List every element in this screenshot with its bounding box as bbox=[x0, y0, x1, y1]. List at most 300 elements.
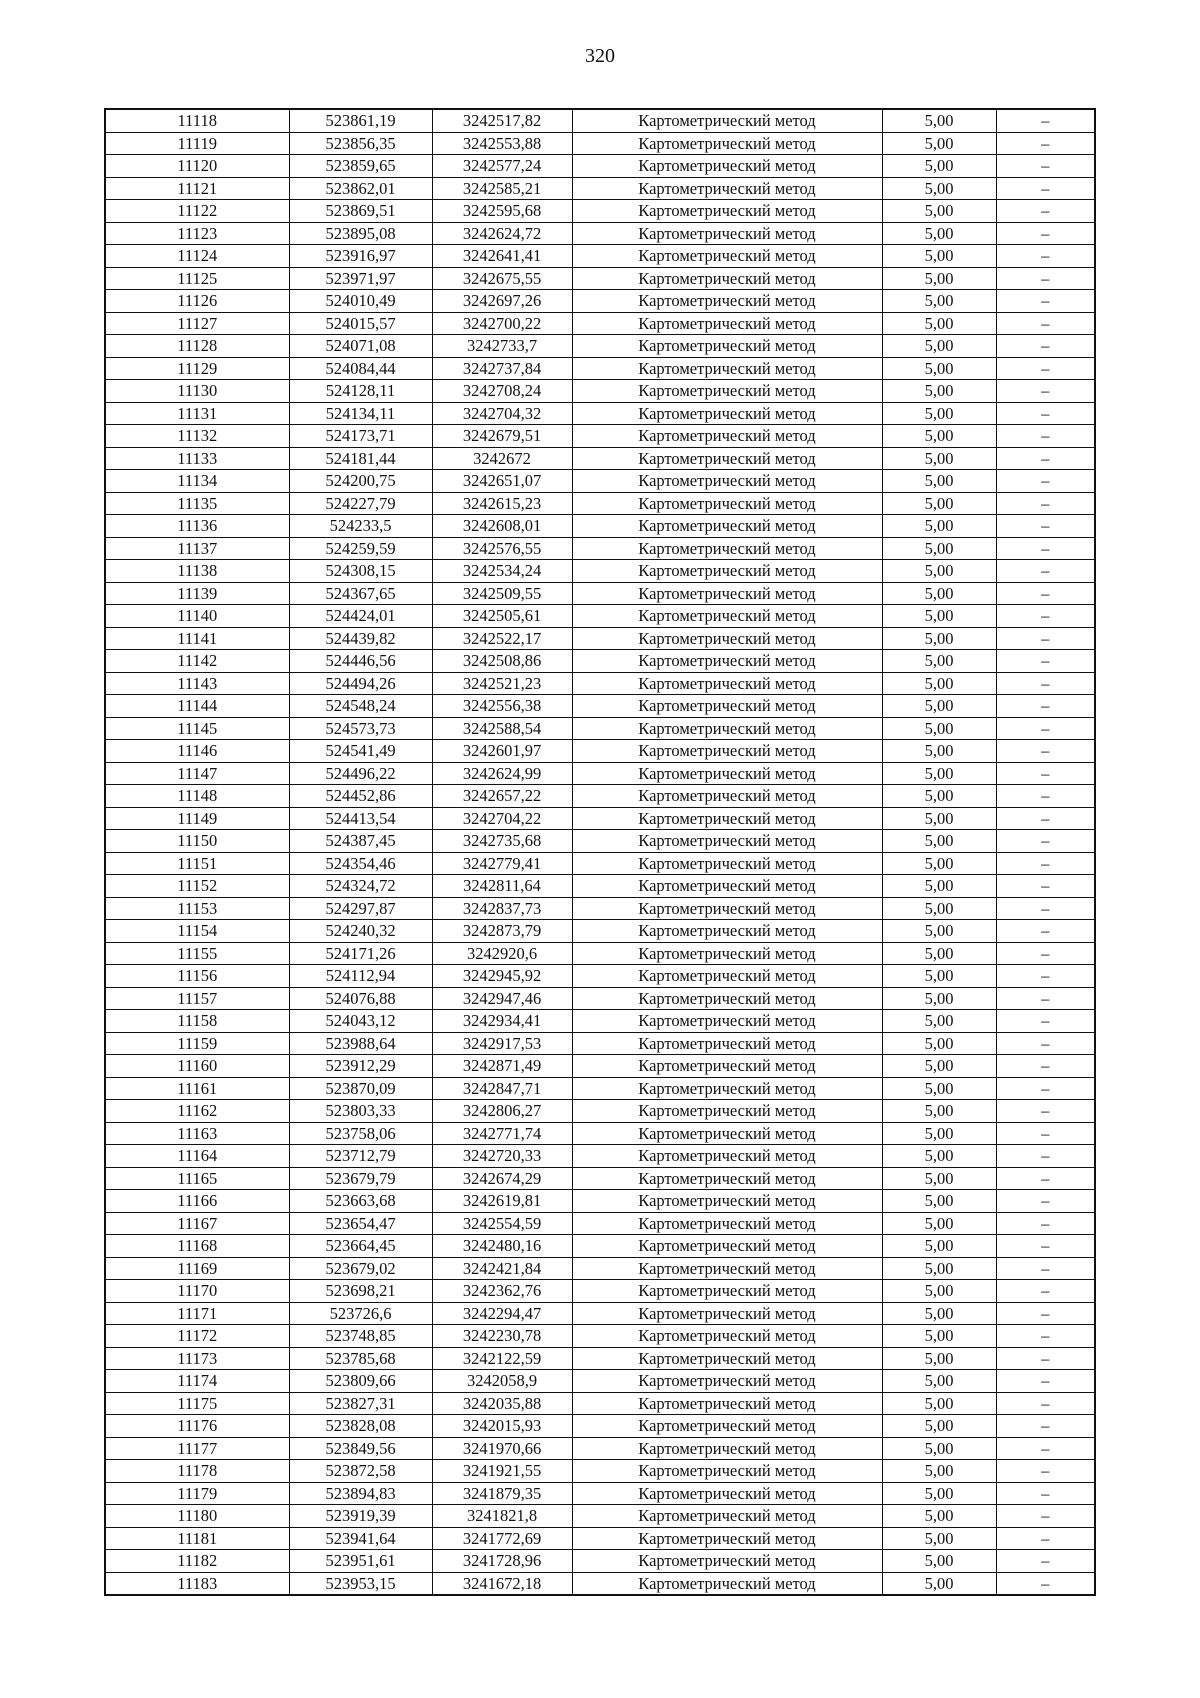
coordinates-table-body bbox=[105, 109, 1095, 1595]
method-cell: Картометрический метод bbox=[572, 1325, 882, 1348]
y-coordinate-cell: 3242230,78 bbox=[432, 1325, 572, 1348]
table-row bbox=[105, 267, 1095, 290]
note-cell: – bbox=[996, 717, 1095, 740]
point-number-cell: 11173 bbox=[105, 1347, 289, 1370]
accuracy-cell: 5,00 bbox=[882, 582, 996, 605]
table-row bbox=[105, 312, 1095, 335]
y-coordinate-cell: 3242522,17 bbox=[432, 627, 572, 650]
x-coordinate-cell: 524308,15 bbox=[289, 560, 432, 583]
table-row bbox=[105, 852, 1095, 875]
y-coordinate-cell: 3242517,82 bbox=[432, 109, 572, 132]
method-cell: Картометрический метод bbox=[572, 1167, 882, 1190]
point-number-cell: 11118 bbox=[105, 109, 289, 132]
note-cell: – bbox=[996, 762, 1095, 785]
point-number-cell: 11140 bbox=[105, 605, 289, 628]
method-cell: Картометрический метод bbox=[572, 1415, 882, 1438]
y-coordinate-cell: 3242704,22 bbox=[432, 807, 572, 830]
method-cell: Картометрический метод bbox=[572, 717, 882, 740]
method-cell: Картометрический метод bbox=[572, 492, 882, 515]
point-number-cell: 11144 bbox=[105, 695, 289, 718]
note-cell: – bbox=[996, 290, 1095, 313]
note-cell: – bbox=[996, 357, 1095, 380]
note-cell: – bbox=[996, 605, 1095, 628]
y-coordinate-cell: 3242624,99 bbox=[432, 762, 572, 785]
table-row bbox=[105, 109, 1095, 132]
method-cell: Картометрический метод bbox=[572, 852, 882, 875]
table-row bbox=[105, 492, 1095, 515]
accuracy-cell: 5,00 bbox=[882, 1212, 996, 1235]
point-number-cell: 11121 bbox=[105, 177, 289, 200]
note-cell: – bbox=[996, 470, 1095, 493]
y-coordinate-cell: 3242421,84 bbox=[432, 1257, 572, 1280]
note-cell: – bbox=[996, 267, 1095, 290]
method-cell: Картометрический метод bbox=[572, 1280, 882, 1303]
accuracy-cell: 5,00 bbox=[882, 335, 996, 358]
x-coordinate-cell: 524424,01 bbox=[289, 605, 432, 628]
note-cell: – bbox=[996, 1527, 1095, 1550]
point-number-cell: 11131 bbox=[105, 402, 289, 425]
method-cell: Картометрический метод bbox=[572, 1077, 882, 1100]
accuracy-cell: 5,00 bbox=[882, 1460, 996, 1483]
point-number-cell: 11158 bbox=[105, 1010, 289, 1033]
x-coordinate-cell: 523679,79 bbox=[289, 1167, 432, 1190]
point-number-cell: 11149 bbox=[105, 807, 289, 830]
table-row bbox=[105, 1415, 1095, 1438]
accuracy-cell: 5,00 bbox=[882, 1257, 996, 1280]
y-coordinate-cell: 3242708,24 bbox=[432, 380, 572, 403]
accuracy-cell: 5,00 bbox=[882, 762, 996, 785]
x-coordinate-cell: 523912,29 bbox=[289, 1055, 432, 1078]
table-row bbox=[105, 1392, 1095, 1415]
accuracy-cell: 5,00 bbox=[882, 942, 996, 965]
accuracy-cell: 5,00 bbox=[882, 1167, 996, 1190]
method-cell: Картометрический метод bbox=[572, 650, 882, 673]
note-cell: – bbox=[996, 1482, 1095, 1505]
x-coordinate-cell: 523712,79 bbox=[289, 1145, 432, 1168]
x-coordinate-cell: 524573,73 bbox=[289, 717, 432, 740]
point-number-cell: 11151 bbox=[105, 852, 289, 875]
note-cell: – bbox=[996, 515, 1095, 538]
x-coordinate-cell: 524010,49 bbox=[289, 290, 432, 313]
x-coordinate-cell: 523785,68 bbox=[289, 1347, 432, 1370]
table-row bbox=[105, 987, 1095, 1010]
y-coordinate-cell: 3242806,27 bbox=[432, 1100, 572, 1123]
point-number-cell: 11166 bbox=[105, 1190, 289, 1213]
point-number-cell: 11182 bbox=[105, 1550, 289, 1573]
note-cell: – bbox=[996, 672, 1095, 695]
accuracy-cell: 5,00 bbox=[882, 200, 996, 223]
method-cell: Картометрический метод bbox=[572, 672, 882, 695]
method-cell: Картометрический метод bbox=[572, 380, 882, 403]
note-cell: – bbox=[996, 1460, 1095, 1483]
point-number-cell: 11165 bbox=[105, 1167, 289, 1190]
method-cell: Картометрический метод bbox=[572, 155, 882, 178]
y-coordinate-cell: 3242735,68 bbox=[432, 830, 572, 853]
method-cell: Картометрический метод bbox=[572, 177, 882, 200]
accuracy-cell: 5,00 bbox=[882, 1280, 996, 1303]
point-number-cell: 11176 bbox=[105, 1415, 289, 1438]
accuracy-cell: 5,00 bbox=[882, 987, 996, 1010]
y-coordinate-cell: 3242871,49 bbox=[432, 1055, 572, 1078]
x-coordinate-cell: 524200,75 bbox=[289, 470, 432, 493]
accuracy-cell: 5,00 bbox=[882, 1302, 996, 1325]
method-cell: Картометрический метод bbox=[572, 1392, 882, 1415]
method-cell: Картометрический метод bbox=[572, 897, 882, 920]
note-cell: – bbox=[996, 1437, 1095, 1460]
y-coordinate-cell: 3242651,07 bbox=[432, 470, 572, 493]
method-cell: Картометрический метод bbox=[572, 1572, 882, 1595]
table-row bbox=[105, 357, 1095, 380]
x-coordinate-cell: 523803,33 bbox=[289, 1100, 432, 1123]
note-cell: – bbox=[996, 425, 1095, 448]
table-row bbox=[105, 830, 1095, 853]
y-coordinate-cell: 3242601,97 bbox=[432, 740, 572, 763]
accuracy-cell: 5,00 bbox=[882, 425, 996, 448]
method-cell: Картометрический метод bbox=[572, 875, 882, 898]
accuracy-cell: 5,00 bbox=[882, 155, 996, 178]
method-cell: Картометрический метод bbox=[572, 537, 882, 560]
x-coordinate-cell: 524043,12 bbox=[289, 1010, 432, 1033]
note-cell: – bbox=[996, 650, 1095, 673]
point-number-cell: 11154 bbox=[105, 920, 289, 943]
x-coordinate-cell: 523919,39 bbox=[289, 1505, 432, 1528]
x-coordinate-cell: 523988,64 bbox=[289, 1032, 432, 1055]
y-coordinate-cell: 3241970,66 bbox=[432, 1437, 572, 1460]
note-cell: – bbox=[996, 830, 1095, 853]
point-number-cell: 11146 bbox=[105, 740, 289, 763]
x-coordinate-cell: 523698,21 bbox=[289, 1280, 432, 1303]
y-coordinate-cell: 3242837,73 bbox=[432, 897, 572, 920]
x-coordinate-cell: 524134,11 bbox=[289, 402, 432, 425]
x-coordinate-cell: 524076,88 bbox=[289, 987, 432, 1010]
point-number-cell: 11172 bbox=[105, 1325, 289, 1348]
method-cell: Картометрический метод bbox=[572, 1550, 882, 1573]
x-coordinate-cell: 523861,19 bbox=[289, 109, 432, 132]
x-coordinate-cell: 523856,35 bbox=[289, 132, 432, 155]
note-cell: – bbox=[996, 1302, 1095, 1325]
point-number-cell: 11130 bbox=[105, 380, 289, 403]
point-number-cell: 11161 bbox=[105, 1077, 289, 1100]
note-cell: – bbox=[996, 897, 1095, 920]
x-coordinate-cell: 524367,65 bbox=[289, 582, 432, 605]
accuracy-cell: 5,00 bbox=[882, 447, 996, 470]
y-coordinate-cell: 3242480,16 bbox=[432, 1235, 572, 1258]
note-cell: – bbox=[996, 1257, 1095, 1280]
accuracy-cell: 5,00 bbox=[882, 560, 996, 583]
table-row bbox=[105, 897, 1095, 920]
note-cell: – bbox=[996, 965, 1095, 988]
note-cell: – bbox=[996, 1505, 1095, 1528]
x-coordinate-cell: 523870,09 bbox=[289, 1077, 432, 1100]
accuracy-cell: 5,00 bbox=[882, 312, 996, 335]
accuracy-cell: 5,00 bbox=[882, 1347, 996, 1370]
point-number-cell: 11164 bbox=[105, 1145, 289, 1168]
method-cell: Картометрический метод bbox=[572, 605, 882, 628]
y-coordinate-cell: 3242576,55 bbox=[432, 537, 572, 560]
table-row bbox=[105, 1572, 1095, 1595]
point-number-cell: 11157 bbox=[105, 987, 289, 1010]
method-cell: Картометрический метод bbox=[572, 785, 882, 808]
method-cell: Картометрический метод bbox=[572, 200, 882, 223]
y-coordinate-cell: 3242595,68 bbox=[432, 200, 572, 223]
method-cell: Картометрический метод bbox=[572, 627, 882, 650]
table-row bbox=[105, 1325, 1095, 1348]
method-cell: Картометрический метод bbox=[572, 1235, 882, 1258]
table-row bbox=[105, 1145, 1095, 1168]
x-coordinate-cell: 523862,01 bbox=[289, 177, 432, 200]
x-coordinate-cell: 523869,51 bbox=[289, 200, 432, 223]
accuracy-cell: 5,00 bbox=[882, 1415, 996, 1438]
method-cell: Картометрический метод bbox=[572, 1055, 882, 1078]
x-coordinate-cell: 523664,45 bbox=[289, 1235, 432, 1258]
x-coordinate-cell: 524548,24 bbox=[289, 695, 432, 718]
method-cell: Картометрический метод bbox=[572, 245, 882, 268]
point-number-cell: 11132 bbox=[105, 425, 289, 448]
y-coordinate-cell: 3242811,64 bbox=[432, 875, 572, 898]
method-cell: Картометрический метод bbox=[572, 1257, 882, 1280]
y-coordinate-cell: 3242657,22 bbox=[432, 785, 572, 808]
y-coordinate-cell: 3242675,55 bbox=[432, 267, 572, 290]
table-row bbox=[105, 582, 1095, 605]
x-coordinate-cell: 524171,26 bbox=[289, 942, 432, 965]
y-coordinate-cell: 3242577,24 bbox=[432, 155, 572, 178]
table-row bbox=[105, 672, 1095, 695]
point-number-cell: 11160 bbox=[105, 1055, 289, 1078]
note-cell: – bbox=[996, 1167, 1095, 1190]
method-cell: Картометрический метод bbox=[572, 1212, 882, 1235]
point-number-cell: 11167 bbox=[105, 1212, 289, 1235]
y-coordinate-cell: 3242873,79 bbox=[432, 920, 572, 943]
table-row bbox=[105, 245, 1095, 268]
point-number-cell: 11170 bbox=[105, 1280, 289, 1303]
method-cell: Картометрический метод bbox=[572, 447, 882, 470]
point-number-cell: 11128 bbox=[105, 335, 289, 358]
note-cell: – bbox=[996, 1122, 1095, 1145]
method-cell: Картометрический метод bbox=[572, 1122, 882, 1145]
note-cell: – bbox=[996, 312, 1095, 335]
table-row bbox=[105, 740, 1095, 763]
table-row bbox=[105, 1460, 1095, 1483]
x-coordinate-cell: 523748,85 bbox=[289, 1325, 432, 1348]
table-row bbox=[105, 290, 1095, 313]
point-number-cell: 11159 bbox=[105, 1032, 289, 1055]
accuracy-cell: 5,00 bbox=[882, 380, 996, 403]
method-cell: Картометрический метод bbox=[572, 1437, 882, 1460]
x-coordinate-cell: 524541,49 bbox=[289, 740, 432, 763]
note-cell: – bbox=[996, 1145, 1095, 1168]
y-coordinate-cell: 3242624,72 bbox=[432, 222, 572, 245]
note-cell: – bbox=[996, 1280, 1095, 1303]
table-row bbox=[105, 222, 1095, 245]
point-number-cell: 11174 bbox=[105, 1370, 289, 1393]
method-cell: Картометрический метод bbox=[572, 1505, 882, 1528]
point-number-cell: 11155 bbox=[105, 942, 289, 965]
note-cell: – bbox=[996, 447, 1095, 470]
note-cell: – bbox=[996, 1032, 1095, 1055]
y-coordinate-cell: 3242058,9 bbox=[432, 1370, 572, 1393]
accuracy-cell: 5,00 bbox=[882, 1550, 996, 1573]
accuracy-cell: 5,00 bbox=[882, 897, 996, 920]
table-row bbox=[105, 1550, 1095, 1573]
note-cell: – bbox=[996, 1572, 1095, 1595]
y-coordinate-cell: 3242641,41 bbox=[432, 245, 572, 268]
accuracy-cell: 5,00 bbox=[882, 852, 996, 875]
note-cell: – bbox=[996, 1370, 1095, 1393]
method-cell: Картометрический метод bbox=[572, 1460, 882, 1483]
table-row bbox=[105, 380, 1095, 403]
point-number-cell: 11175 bbox=[105, 1392, 289, 1415]
method-cell: Картометрический метод bbox=[572, 830, 882, 853]
table-row bbox=[105, 717, 1095, 740]
method-cell: Картометрический метод bbox=[572, 965, 882, 988]
accuracy-cell: 5,00 bbox=[882, 132, 996, 155]
table-row bbox=[105, 447, 1095, 470]
point-number-cell: 11139 bbox=[105, 582, 289, 605]
x-coordinate-cell: 523941,64 bbox=[289, 1527, 432, 1550]
method-cell: Картометрический метод bbox=[572, 312, 882, 335]
note-cell: – bbox=[996, 492, 1095, 515]
point-number-cell: 11141 bbox=[105, 627, 289, 650]
x-coordinate-cell: 523916,97 bbox=[289, 245, 432, 268]
x-coordinate-cell: 523809,66 bbox=[289, 1370, 432, 1393]
y-coordinate-cell: 3242553,88 bbox=[432, 132, 572, 155]
note-cell: – bbox=[996, 1415, 1095, 1438]
table-row bbox=[105, 515, 1095, 538]
y-coordinate-cell: 3242779,41 bbox=[432, 852, 572, 875]
method-cell: Картометрический метод bbox=[572, 920, 882, 943]
point-number-cell: 11142 bbox=[105, 650, 289, 673]
y-coordinate-cell: 3242588,54 bbox=[432, 717, 572, 740]
accuracy-cell: 5,00 bbox=[882, 695, 996, 718]
table-row bbox=[105, 1370, 1095, 1393]
x-coordinate-cell: 524452,86 bbox=[289, 785, 432, 808]
table-row bbox=[105, 1212, 1095, 1235]
accuracy-cell: 5,00 bbox=[882, 965, 996, 988]
method-cell: Картометрический метод bbox=[572, 222, 882, 245]
note-cell: – bbox=[996, 1550, 1095, 1573]
table-row bbox=[105, 650, 1095, 673]
note-cell: – bbox=[996, 1325, 1095, 1348]
accuracy-cell: 5,00 bbox=[882, 1010, 996, 1033]
x-coordinate-cell: 524112,94 bbox=[289, 965, 432, 988]
point-number-cell: 11163 bbox=[105, 1122, 289, 1145]
note-cell: – bbox=[996, 807, 1095, 830]
x-coordinate-cell: 524496,22 bbox=[289, 762, 432, 785]
table-row bbox=[105, 785, 1095, 808]
note-cell: – bbox=[996, 245, 1095, 268]
y-coordinate-cell: 3242847,71 bbox=[432, 1077, 572, 1100]
point-number-cell: 11123 bbox=[105, 222, 289, 245]
y-coordinate-cell: 3242737,84 bbox=[432, 357, 572, 380]
accuracy-cell: 5,00 bbox=[882, 785, 996, 808]
point-number-cell: 11180 bbox=[105, 1505, 289, 1528]
table-row bbox=[105, 560, 1095, 583]
accuracy-cell: 5,00 bbox=[882, 177, 996, 200]
accuracy-cell: 5,00 bbox=[882, 1145, 996, 1168]
method-cell: Картометрический метод bbox=[572, 132, 882, 155]
table-row bbox=[105, 1190, 1095, 1213]
note-cell: – bbox=[996, 1055, 1095, 1078]
method-cell: Картометрический метод bbox=[572, 515, 882, 538]
accuracy-cell: 5,00 bbox=[882, 470, 996, 493]
point-number-cell: 11120 bbox=[105, 155, 289, 178]
point-number-cell: 11148 bbox=[105, 785, 289, 808]
accuracy-cell: 5,00 bbox=[882, 1370, 996, 1393]
accuracy-cell: 5,00 bbox=[882, 650, 996, 673]
method-cell: Картометрический метод bbox=[572, 1100, 882, 1123]
point-number-cell: 11119 bbox=[105, 132, 289, 155]
y-coordinate-cell: 3242920,6 bbox=[432, 942, 572, 965]
x-coordinate-cell: 523894,83 bbox=[289, 1482, 432, 1505]
y-coordinate-cell: 3242700,22 bbox=[432, 312, 572, 335]
y-coordinate-cell: 3242505,61 bbox=[432, 605, 572, 628]
accuracy-cell: 5,00 bbox=[882, 222, 996, 245]
y-coordinate-cell: 3242015,93 bbox=[432, 1415, 572, 1438]
accuracy-cell: 5,00 bbox=[882, 1235, 996, 1258]
y-coordinate-cell: 3242619,81 bbox=[432, 1190, 572, 1213]
table-row bbox=[105, 762, 1095, 785]
accuracy-cell: 5,00 bbox=[882, 357, 996, 380]
note-cell: – bbox=[996, 402, 1095, 425]
note-cell: – bbox=[996, 920, 1095, 943]
accuracy-cell: 5,00 bbox=[882, 1055, 996, 1078]
x-coordinate-cell: 524233,5 bbox=[289, 515, 432, 538]
point-number-cell: 11169 bbox=[105, 1257, 289, 1280]
x-coordinate-cell: 523951,61 bbox=[289, 1550, 432, 1573]
accuracy-cell: 5,00 bbox=[882, 1190, 996, 1213]
note-cell: – bbox=[996, 1347, 1095, 1370]
note-cell: – bbox=[996, 987, 1095, 1010]
method-cell: Картометрический метод bbox=[572, 560, 882, 583]
point-number-cell: 11181 bbox=[105, 1527, 289, 1550]
table-row bbox=[105, 155, 1095, 178]
accuracy-cell: 5,00 bbox=[882, 1032, 996, 1055]
y-coordinate-cell: 3241672,18 bbox=[432, 1572, 572, 1595]
accuracy-cell: 5,00 bbox=[882, 627, 996, 650]
method-cell: Картометрический метод bbox=[572, 1145, 882, 1168]
x-coordinate-cell: 524413,54 bbox=[289, 807, 432, 830]
accuracy-cell: 5,00 bbox=[882, 537, 996, 560]
x-coordinate-cell: 523895,08 bbox=[289, 222, 432, 245]
point-number-cell: 11177 bbox=[105, 1437, 289, 1460]
table-row bbox=[105, 470, 1095, 493]
table-row bbox=[105, 1122, 1095, 1145]
method-cell: Картометрический метод bbox=[572, 807, 882, 830]
y-coordinate-cell: 3242704,32 bbox=[432, 402, 572, 425]
method-cell: Картометрический метод bbox=[572, 335, 882, 358]
accuracy-cell: 5,00 bbox=[882, 830, 996, 853]
y-coordinate-cell: 3242615,23 bbox=[432, 492, 572, 515]
table-row bbox=[105, 1482, 1095, 1505]
y-coordinate-cell: 3242122,59 bbox=[432, 1347, 572, 1370]
note-cell: – bbox=[996, 582, 1095, 605]
table-row bbox=[105, 1347, 1095, 1370]
table-row bbox=[105, 605, 1095, 628]
x-coordinate-cell: 524324,72 bbox=[289, 875, 432, 898]
point-number-cell: 11171 bbox=[105, 1302, 289, 1325]
point-number-cell: 11147 bbox=[105, 762, 289, 785]
table-row bbox=[105, 1437, 1095, 1460]
y-coordinate-cell: 3242035,88 bbox=[432, 1392, 572, 1415]
y-coordinate-cell: 3242556,38 bbox=[432, 695, 572, 718]
point-number-cell: 11152 bbox=[105, 875, 289, 898]
y-coordinate-cell: 3242720,33 bbox=[432, 1145, 572, 1168]
x-coordinate-cell: 524439,82 bbox=[289, 627, 432, 650]
y-coordinate-cell: 3242934,41 bbox=[432, 1010, 572, 1033]
x-coordinate-cell: 523758,06 bbox=[289, 1122, 432, 1145]
table-row bbox=[105, 1055, 1095, 1078]
note-cell: – bbox=[996, 537, 1095, 560]
